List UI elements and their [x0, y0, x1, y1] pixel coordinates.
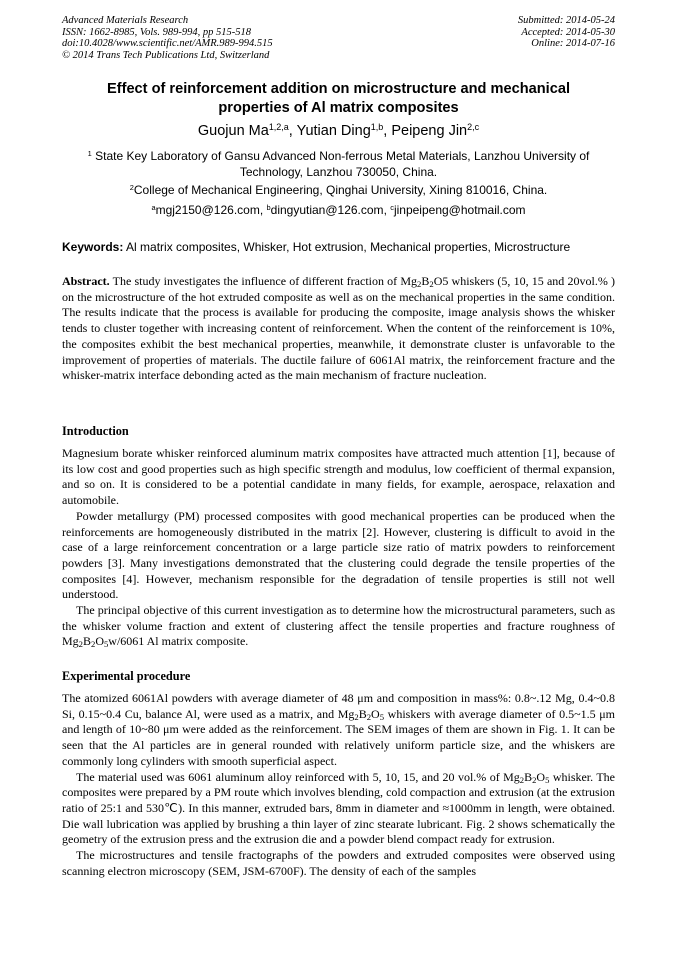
affiliation-text: State Key Laboratory of Gansu Advanced Non-ferrous Metal Materials, Lanzhou University of Technology, Lanzhou 730050, China. [95, 149, 590, 179]
journal-doi: doi:10.4028/www.scientific.net/AMR.989-994.515 [62, 38, 273, 50]
paragraph: The microstructures and tensile fractographs of the powders and extruded composites were observed using scanning electron microscopy (SEM, JSM-6700F). The density of each of the samples [62, 848, 615, 878]
email-marker: b [266, 202, 271, 212]
email-marker: a [151, 202, 156, 212]
abstract-label: Abstract. [62, 274, 110, 288]
journal-issn: ISSN: 1662-8985, Vols. 989-994, pp 515-518 [62, 26, 251, 38]
author-affil-marker: 1,b [370, 122, 384, 133]
affiliation-text: College of Mechanical Engineering, Qinghai University, Xining 810016, China. [133, 183, 548, 197]
affiliation-marker: 1 [87, 148, 92, 158]
author-affil-marker: 2,c [467, 122, 480, 133]
keywords-label: Keywords: [62, 240, 124, 254]
title-line-1: Effect of reinforcement addition on microstructure and mechanical [106, 81, 571, 97]
submitted-date: Submitted: 2014-05-24 [517, 15, 615, 26]
affiliation-1 [62, 149, 615, 180]
introduction-body [62, 446, 615, 650]
author-emails: $^a$mgj2150@126.com, $^b$dingyutian@126.com, $^c$jinpeipeng@hotmail.com [151, 202, 526, 217]
journal-name: Advanced Materials Research [62, 15, 189, 26]
author-name: Yutian Ding [296, 123, 371, 139]
online-date: Online: 2014-07-16 [531, 38, 615, 50]
paragraph: The principal objective of this current investigation as to determine how the microstructural parameters, such as the whisker volume fraction and extent of clustering affect the tensile properties and fracture roughness of $Mg_2B_2O_5w/6061$ Al matrix composite. [62, 603, 615, 650]
paragraph: Magnesium borate whisker reinforced aluminum matrix composites have attracted much attention [1], because of its low cost and good properties such as high specific strength and modulus, low coefficient of thermal expansion, and so on. It is considered to be a potential candidate in many fields, for example, aerospace, relaxation and automobile. [62, 446, 615, 508]
experimental-heading: Experimental procedure [62, 669, 191, 683]
paragraph: The material used was 6061 aluminum alloy reinforced with 5, 10, 15, and 20 vol.% of $Mg_2B_2O_5$ whisker. The composites were prepared by a PM route which involves blending, cold compaction and extrusion (at the extrusion ratio of 25:1 and 530℃). In this manner, extruded bars, 8mm in diameter and ≈1000mm in length, were obtained. Die wall lubrication was applied by brushing a thin layer of zinc stearate lubricant. Fig. 2 shows schematically the geometry of the extrusion press and the extrusion die and a powder blend compact ready for extrusion. [62, 769, 615, 847]
accepted-date: Accepted: 2014-05-30 [521, 26, 615, 38]
abstract: Abstract. The study investigates the influence of different fraction of $Mg_2B_2O5$ whiskers (5, 10, 15 and 20vol.% ) on the microstructure of the hot extruded composite as well as on the mechanical properties in the same condition. The results indicate that the process is available for producing the composite, image analysis shows the whisker tends to cluster together with increasing content of reinforcement. When the content of the reinforcement is 10%, the composites exhibit the best mechanical properties, meanwhile, it demonstrate cluster is unfavorable to the improvement of properties of materials. The ductile failure of 6061Al matrix, the reinforcement fracture and the whisker-matrix interface debonding acted as the main mechanism of fracture nucleation. [62, 274, 615, 383]
email-link[interactable]: jinpeipeng@hotmail.com [393, 203, 526, 217]
keywords-text: Al matrix composites, Whisker, Hot extrusion, Mechanical properties, Microstructure [126, 240, 571, 254]
email-link[interactable]: dingyutian@126.com [270, 203, 384, 217]
author-separator: , [288, 123, 297, 139]
title-line-2: properties of Al matrix composites [218, 100, 459, 116]
experimental-body [62, 691, 615, 879]
email-link[interactable]: mgj2150@126.com [155, 203, 260, 217]
author-separator: , [383, 123, 392, 139]
author-affil-marker: 1,2,a [268, 122, 289, 133]
abstract-text: The study investigates the influence of different fraction of Mg [112, 274, 418, 288]
paragraph: Powder metallurgy (PM) processed composites with good mechanical properties can be produced when the reinforcements are homogeneously distributed in the matrix [2]. However, clustering is difficult to avoid in the case of a large reinforcement concentration or a large particle size ratio of matrix powders to reinforcement powders [3]. Many investigations demonstrated that the clustering could degrade the tensile properties of the composites [4]. However, mechanism responsible for the degradation of tensile properties is still not well understood. [62, 508, 615, 602]
journal-copyright: © 2014 Trans Tech Publications Ltd, Switzerland [62, 49, 270, 61]
paper-title [62, 80, 615, 118]
affiliation-2 [62, 183, 615, 199]
dates-header [518, 15, 615, 50]
paragraph: The atomized 6061Al powders with average diameter of 48 μm and composition in mass%: 0.8~.12 Mg, 0.4~0.8 Si, 0.15~0.4 Cu, balance Al, were used as a matrix, and $Mg_2B_2O_5$ whiskers with average diameter of 0.5~1.5 μm and length of 10~80 μm were added as the reinforcement. The SEM images of them are shown in Fig. 1. It can be seen that the Al particles are in general rounded with relatively uniform particle size, and the whiskers are commonly long cylinders with smooth superficial aspect. [62, 691, 615, 768]
author-name: Guojun Ma [197, 123, 269, 139]
introduction-heading: Introduction [62, 424, 129, 438]
journal-header [62, 15, 273, 61]
author-list [62, 122, 615, 141]
keywords [62, 240, 615, 256]
author-name: Peipeng Jin [391, 123, 468, 139]
affiliation-marker: 2 [129, 182, 134, 192]
email-marker: c [390, 202, 394, 212]
